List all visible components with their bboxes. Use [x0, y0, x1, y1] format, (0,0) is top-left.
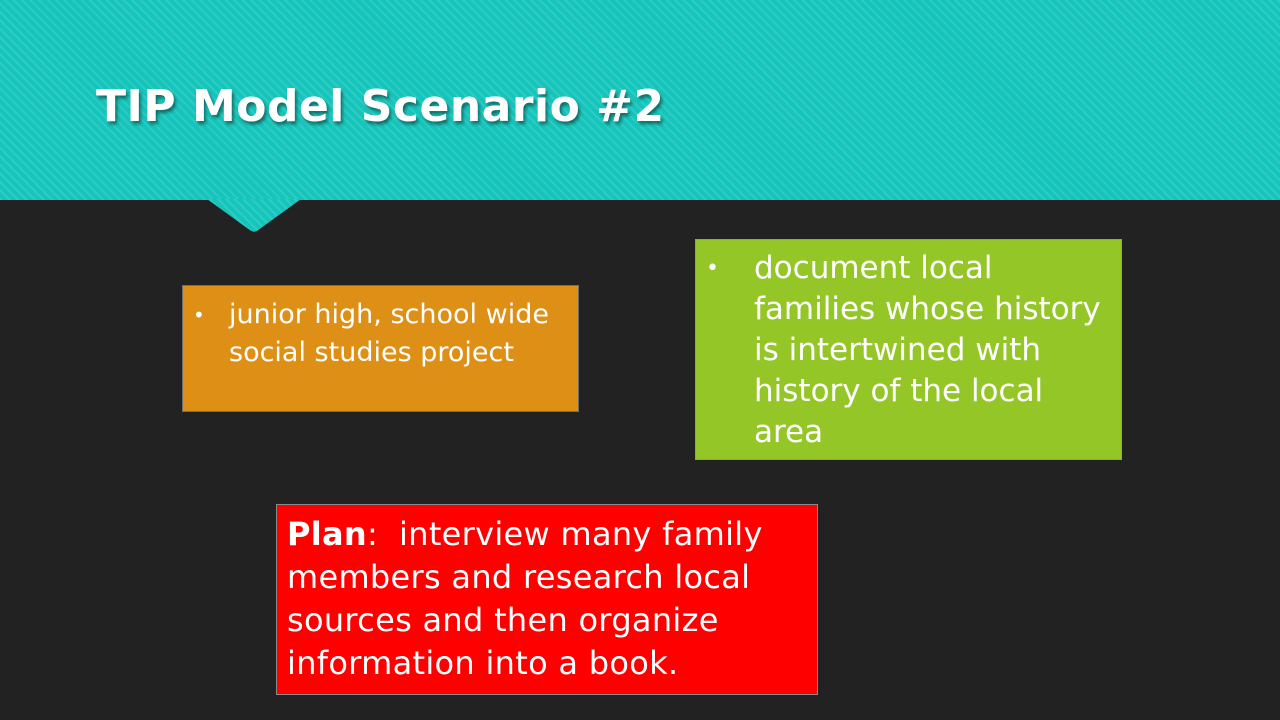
plan-label: Plan [287, 515, 367, 553]
green-bullet-item [696, 248, 1115, 453]
slide-title: TIP Model Scenario #2 [96, 81, 665, 132]
plan-separator: : [367, 515, 379, 553]
bullet-icon: • [193, 303, 205, 327]
orange-bullet-list [183, 296, 566, 372]
orange-bullet-text: junior high, school wide social studies project [229, 299, 549, 368]
plan-paragraph [287, 513, 811, 685]
plan-body-text: interview many family members and research local sources and then organize information into a book. [287, 515, 763, 682]
plan-text-box [276, 504, 818, 695]
banner-pointer [207, 199, 301, 232]
orange-text-box [182, 285, 579, 412]
orange-bullet-item [183, 296, 566, 372]
bullet-icon: • [706, 256, 719, 281]
green-text-box [695, 239, 1122, 460]
green-bullet-list [696, 248, 1115, 453]
green-bullet-text: document local families whose history is intertwined with history of the local area [754, 250, 1101, 450]
